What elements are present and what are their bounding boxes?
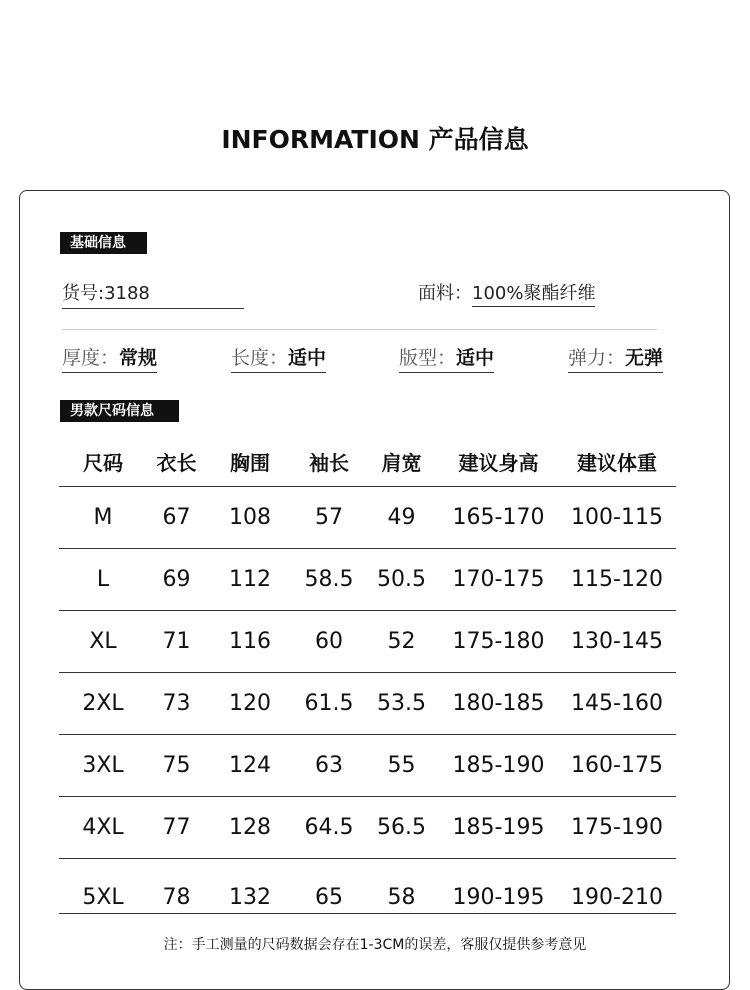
attr-elasticity	[568, 345, 663, 373]
page-title: INFORMATION 产品信息	[221, 125, 529, 154]
attr-length	[231, 345, 326, 373]
fabric-value: 100%聚酯纤维	[472, 283, 595, 307]
attr-label: 版型：	[399, 347, 457, 369]
table-cell: 130-145	[558, 611, 676, 673]
table-cell: 57	[294, 487, 364, 549]
table-cell: 58	[364, 859, 439, 914]
table-cell: 56.5	[364, 797, 439, 859]
attr-value: 无弹	[625, 347, 664, 369]
table-cell: 165-170	[439, 487, 558, 549]
table-row	[59, 735, 676, 797]
table-cell: 61.5	[294, 673, 364, 735]
table-cell: 185-195	[439, 797, 558, 859]
header-cell: 建议身高	[439, 437, 558, 487]
table-cell: 69	[147, 549, 206, 611]
size-info-tag: 男款尺码信息	[60, 400, 179, 422]
table-row	[59, 673, 676, 735]
table-cell: 2XL	[59, 673, 147, 735]
table-cell: 53.5	[364, 673, 439, 735]
table-cell: 116	[206, 611, 294, 673]
fabric-label: 面料：	[418, 283, 472, 304]
size-table	[59, 437, 676, 914]
table-cell: 100-115	[558, 487, 676, 549]
table-cell: 175-190	[558, 797, 676, 859]
table-cell: 63	[294, 735, 364, 797]
table-cell: 78	[147, 859, 206, 914]
attr-value: 常规	[119, 347, 158, 369]
attr-label: 长度：	[231, 347, 289, 369]
item-number: 货号:3188	[62, 282, 244, 309]
table-cell: 190-210	[558, 859, 676, 914]
table-cell: 58.5	[294, 549, 364, 611]
table-cell: 145-160	[558, 673, 676, 735]
table-cell: 175-180	[439, 611, 558, 673]
table-cell: 124	[206, 735, 294, 797]
table-cell: 67	[147, 487, 206, 549]
attr-thickness	[62, 345, 157, 373]
attr-label: 厚度：	[62, 347, 120, 369]
table-cell: 5XL	[59, 859, 147, 914]
header-cell: 袖长	[294, 437, 364, 487]
table-cell: M	[59, 487, 147, 549]
basic-info-tag: 基础信息	[60, 232, 147, 254]
measurement-note: 注：手工测量的尺码数据会存在1-3CM的误差，客服仅提供参考意见	[163, 937, 587, 953]
table-cell: 60	[294, 611, 364, 673]
table-cell: 160-175	[558, 735, 676, 797]
table-cell: 112	[206, 549, 294, 611]
table-cell: 49	[364, 487, 439, 549]
header-cell: 建议体重	[558, 437, 676, 487]
table-cell: 77	[147, 797, 206, 859]
table-cell: 128	[206, 797, 294, 859]
table-row	[59, 549, 676, 611]
table-cell: 185-190	[439, 735, 558, 797]
header-cell: 胸围	[206, 437, 294, 487]
table-cell: 75	[147, 735, 206, 797]
table-row	[59, 611, 676, 673]
fabric-info	[418, 282, 595, 306]
table-cell: 108	[206, 487, 294, 549]
table-header-row	[59, 437, 676, 487]
table-row	[59, 487, 676, 549]
table-cell: 55	[364, 735, 439, 797]
attr-value: 适中	[288, 347, 327, 369]
attr-label: 弹力：	[568, 347, 626, 369]
table-cell: 50.5	[364, 549, 439, 611]
table-cell: L	[59, 549, 147, 611]
table-cell: XL	[59, 611, 147, 673]
table-cell: 180-185	[439, 673, 558, 735]
table-cell: 4XL	[59, 797, 147, 859]
table-cell: 71	[147, 611, 206, 673]
table-cell: 190-195	[439, 859, 558, 914]
table-cell: 3XL	[59, 735, 147, 797]
table-row	[59, 797, 676, 859]
table-cell: 65	[294, 859, 364, 914]
attr-value: 适中	[456, 347, 495, 369]
attr-fit	[399, 345, 494, 373]
header-cell: 肩宽	[364, 437, 439, 487]
table-cell: 120	[206, 673, 294, 735]
header-cell: 衣长	[147, 437, 206, 487]
divider	[62, 329, 657, 330]
table-cell: 170-175	[439, 549, 558, 611]
table-cell: 64.5	[294, 797, 364, 859]
table-cell: 115-120	[558, 549, 676, 611]
table-row	[59, 859, 676, 914]
table-cell: 132	[206, 859, 294, 914]
header-cell: 尺码	[59, 437, 147, 487]
table-cell: 52	[364, 611, 439, 673]
table-cell: 73	[147, 673, 206, 735]
